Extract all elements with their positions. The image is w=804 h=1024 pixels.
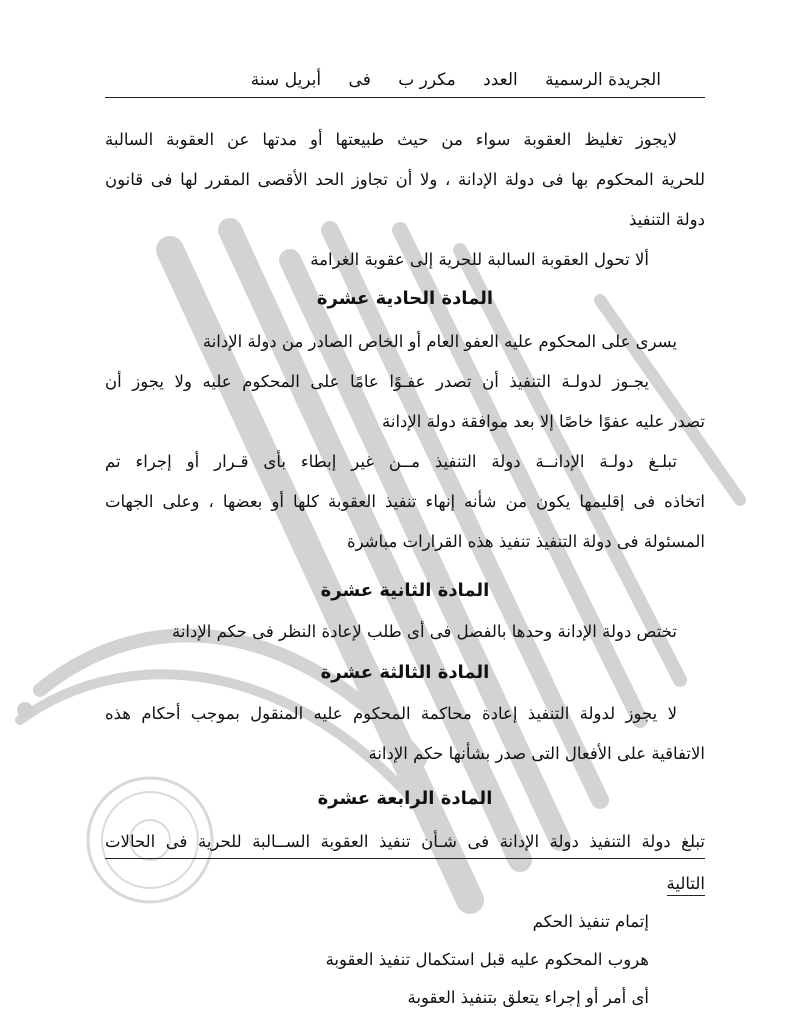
text-line: لايجوز تغليظ العقوبة سواء من حيث طبيعتها أو مدتها عن العقوبة السالبة	[105, 130, 677, 149]
article-12-body	[105, 622, 705, 652]
paragraph-2	[105, 250, 705, 280]
issue-label: العدد	[483, 70, 518, 90]
text-line: تبلـغ دولـة الإدانــة دولة التنفيذ مــن غير إبطاء بأى قـرار أو إجراء تم	[105, 452, 677, 471]
text-line: يجـوز لدولـة التنفيذ أن تصدر عفـوًا عامًا على المحكوم عليه ولا يجوز أن	[105, 372, 649, 391]
text-line: تصدر عليه عفوًا خاصًا إلا بعد موافقة دولة الإدانة	[382, 412, 705, 431]
text-line: تختص دولة الإدانة وحدها بالفصل فى أى طلب لإعادة النظر فى حكم الإدانة	[171, 622, 677, 641]
text-line: اتخاذه فى إقليمها يكون من شأنه إنهاء تنفيذ العقوبة كلها أو بعضها ، وعلى الجهات	[105, 492, 705, 511]
article-heading-13: المادة الثالثة عشرة	[320, 662, 490, 683]
paragraph-1	[105, 130, 705, 250]
cases-list	[105, 912, 705, 1022]
list-item: أى أمر أو إجراء يتعلق بتنفيذ العقوبة	[407, 988, 649, 1007]
article-heading-14: المادة الرابعة عشرة	[317, 788, 493, 809]
text-line: التالية	[667, 874, 705, 896]
page-header	[105, 62, 705, 98]
article-13-body	[105, 704, 705, 784]
date-label: أبريل سنة	[250, 70, 322, 90]
text-line: يسرى على المحكوم عليه العفو العام أو الخاص الصادر من دولة الإدانة	[202, 332, 677, 351]
article-11-body	[105, 332, 705, 472]
article-heading-12: المادة الثانية عشرة	[320, 580, 490, 601]
text-line: الاتفاقية على الأفعال التى صدر بشأنها حكم الإدانة	[368, 744, 705, 763]
article-14-body	[105, 832, 705, 912]
article-11-paragraph-3	[105, 452, 705, 582]
publication-name: الجريدة الرسمية	[545, 70, 661, 90]
text-line: لا يجوز لدولة التنفيذ إعادة محاكمة المحكوم عليه المنقول بموجب أحكام هذه	[105, 704, 677, 723]
text-line: المسئولة فى دولة التنفيذ تنفيذ هذه القرارات مباشرة	[346, 532, 705, 551]
text-line: للحرية المحكوم بها فى دولة الإدانة ، ولا أن تجاوز الحد الأقصى المقرر لها فى قانون	[105, 170, 705, 189]
repeated-label: مكرر ب	[398, 70, 456, 90]
list-item: هروب المحكوم عليه قبل استكمال تنفيذ العقوبة	[325, 950, 649, 969]
text-line: ألا تحول العقوبة السالبة للحرية إلى عقوبة الغرامة	[310, 250, 649, 269]
text-line: دولة التنفيذ	[629, 210, 705, 229]
list-item: إتمام تنفيذ الحكم	[532, 912, 649, 931]
article-heading-11: المادة الحادية عشرة	[316, 288, 494, 309]
text-line: تبلغ دولة التنفيذ دولة الإدانة فى شـأن تنفيذ العقوبة الســالبة للحرية فى الحالات	[105, 832, 705, 851]
in-label: فى	[348, 70, 371, 90]
